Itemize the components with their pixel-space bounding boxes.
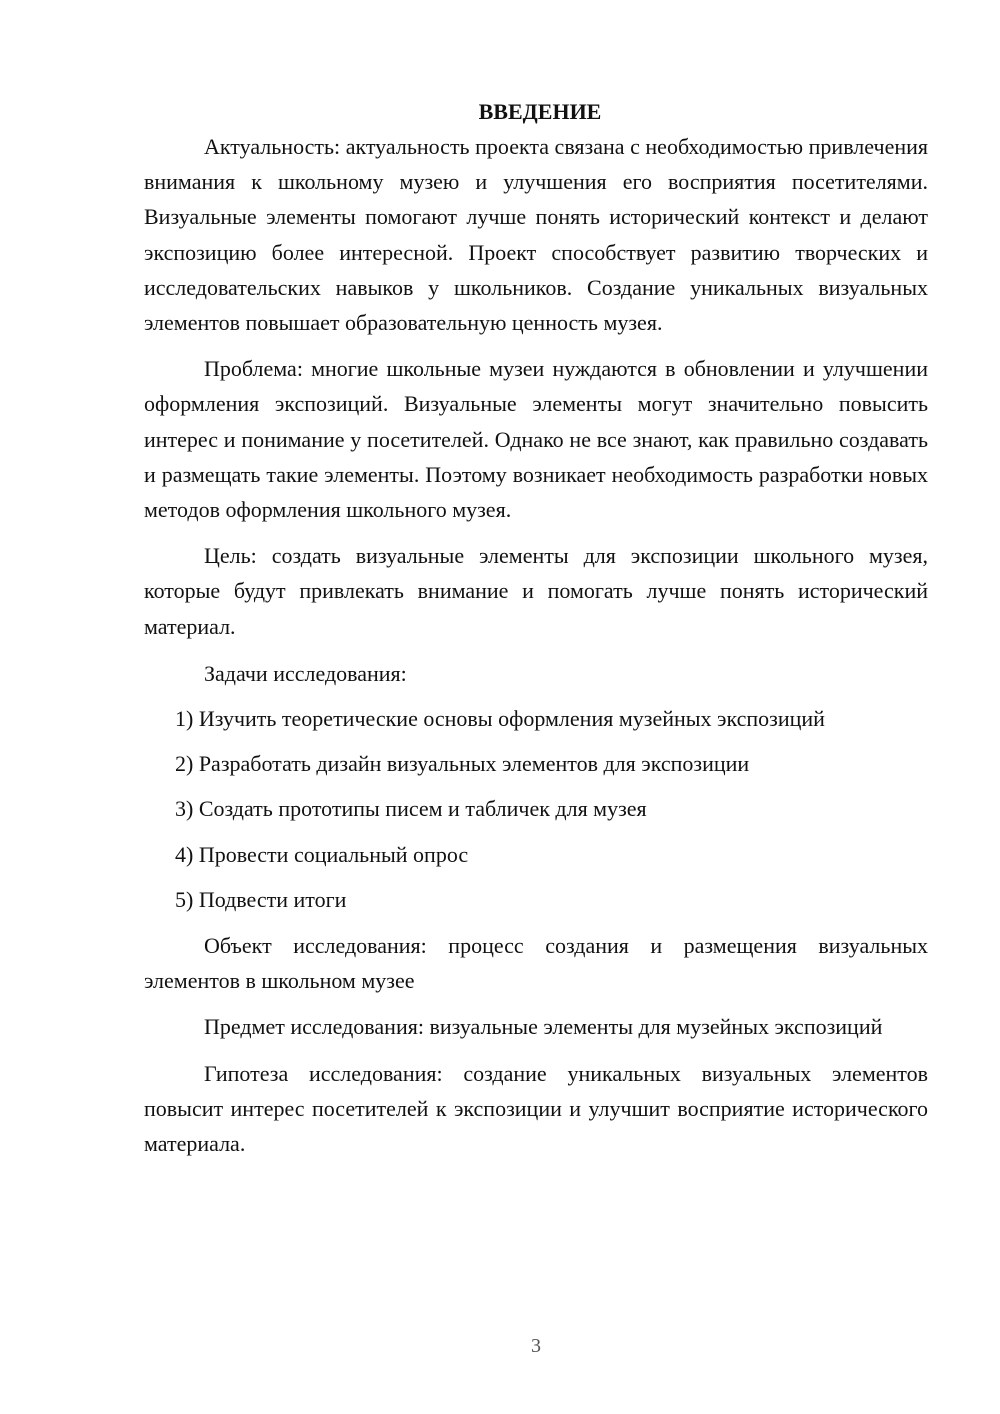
paragraph-relevance: Актуальность: актуальность проекта связана с необходимостью привлечения внимания к школьному музею и улучшения его восприятия посетителями. Визуальные элементы помогают лучше понять исторический контекст и делают экспозицию более интересной. Проект способствует развитию творческих и исследовательских навыков у школьников. Создание уникальных визуальных элементов повышает образовательную ценность музея. — [144, 134, 928, 336]
list-item: 4) Провести социальный опрос — [175, 841, 469, 867]
list-item: 1) Изучить теоретические основы оформления музейных экспозиций — [175, 706, 825, 732]
page-content — [144, 94, 928, 1161]
list-item: 2) Разработать дизайн визуальных элементов для экспозиции — [175, 751, 750, 777]
list-item: 5) Подвести итоги — [175, 886, 347, 912]
page-number: 3 — [531, 1335, 541, 1357]
tasks-list — [144, 701, 928, 917]
list-item: 3) Создать прототипы писем и табличек для музея — [175, 796, 647, 822]
paragraph-object: Объект исследования: процесс создания и размещения визуальных элементов в школьном музее — [144, 933, 928, 994]
paragraph-subject: Предмет исследования: визуальные элементы для музейных экспозиций — [204, 1014, 883, 1040]
paragraph-hypothesis: Гипотеза исследования: создание уникальных визуальных элементов повысит интерес посетителей к экспозиции и улучшит восприятие исторического материала. — [144, 1060, 928, 1157]
page-title: ВВЕДЕНИЕ — [478, 99, 602, 124]
paragraph-problem: Проблема: многие школьные музеи нуждаются в обновлении и улучшении оформления экспозиций. Визуальные элементы могут значительно повысить интерес и понимание у посетителей. Однако не все знают, как правильно создавать и размещать такие элементы. Поэтому возникает необходимость разработки новых методов оформления школьного музея. — [144, 356, 928, 523]
tasks-heading: Задачи исследования: — [204, 660, 407, 686]
paragraph-goal: Цель: создать визуальные элементы для экспозиции школьного музея, которые будут привлекать внимание и помогать лучше понять исторический материал. — [144, 543, 928, 639]
